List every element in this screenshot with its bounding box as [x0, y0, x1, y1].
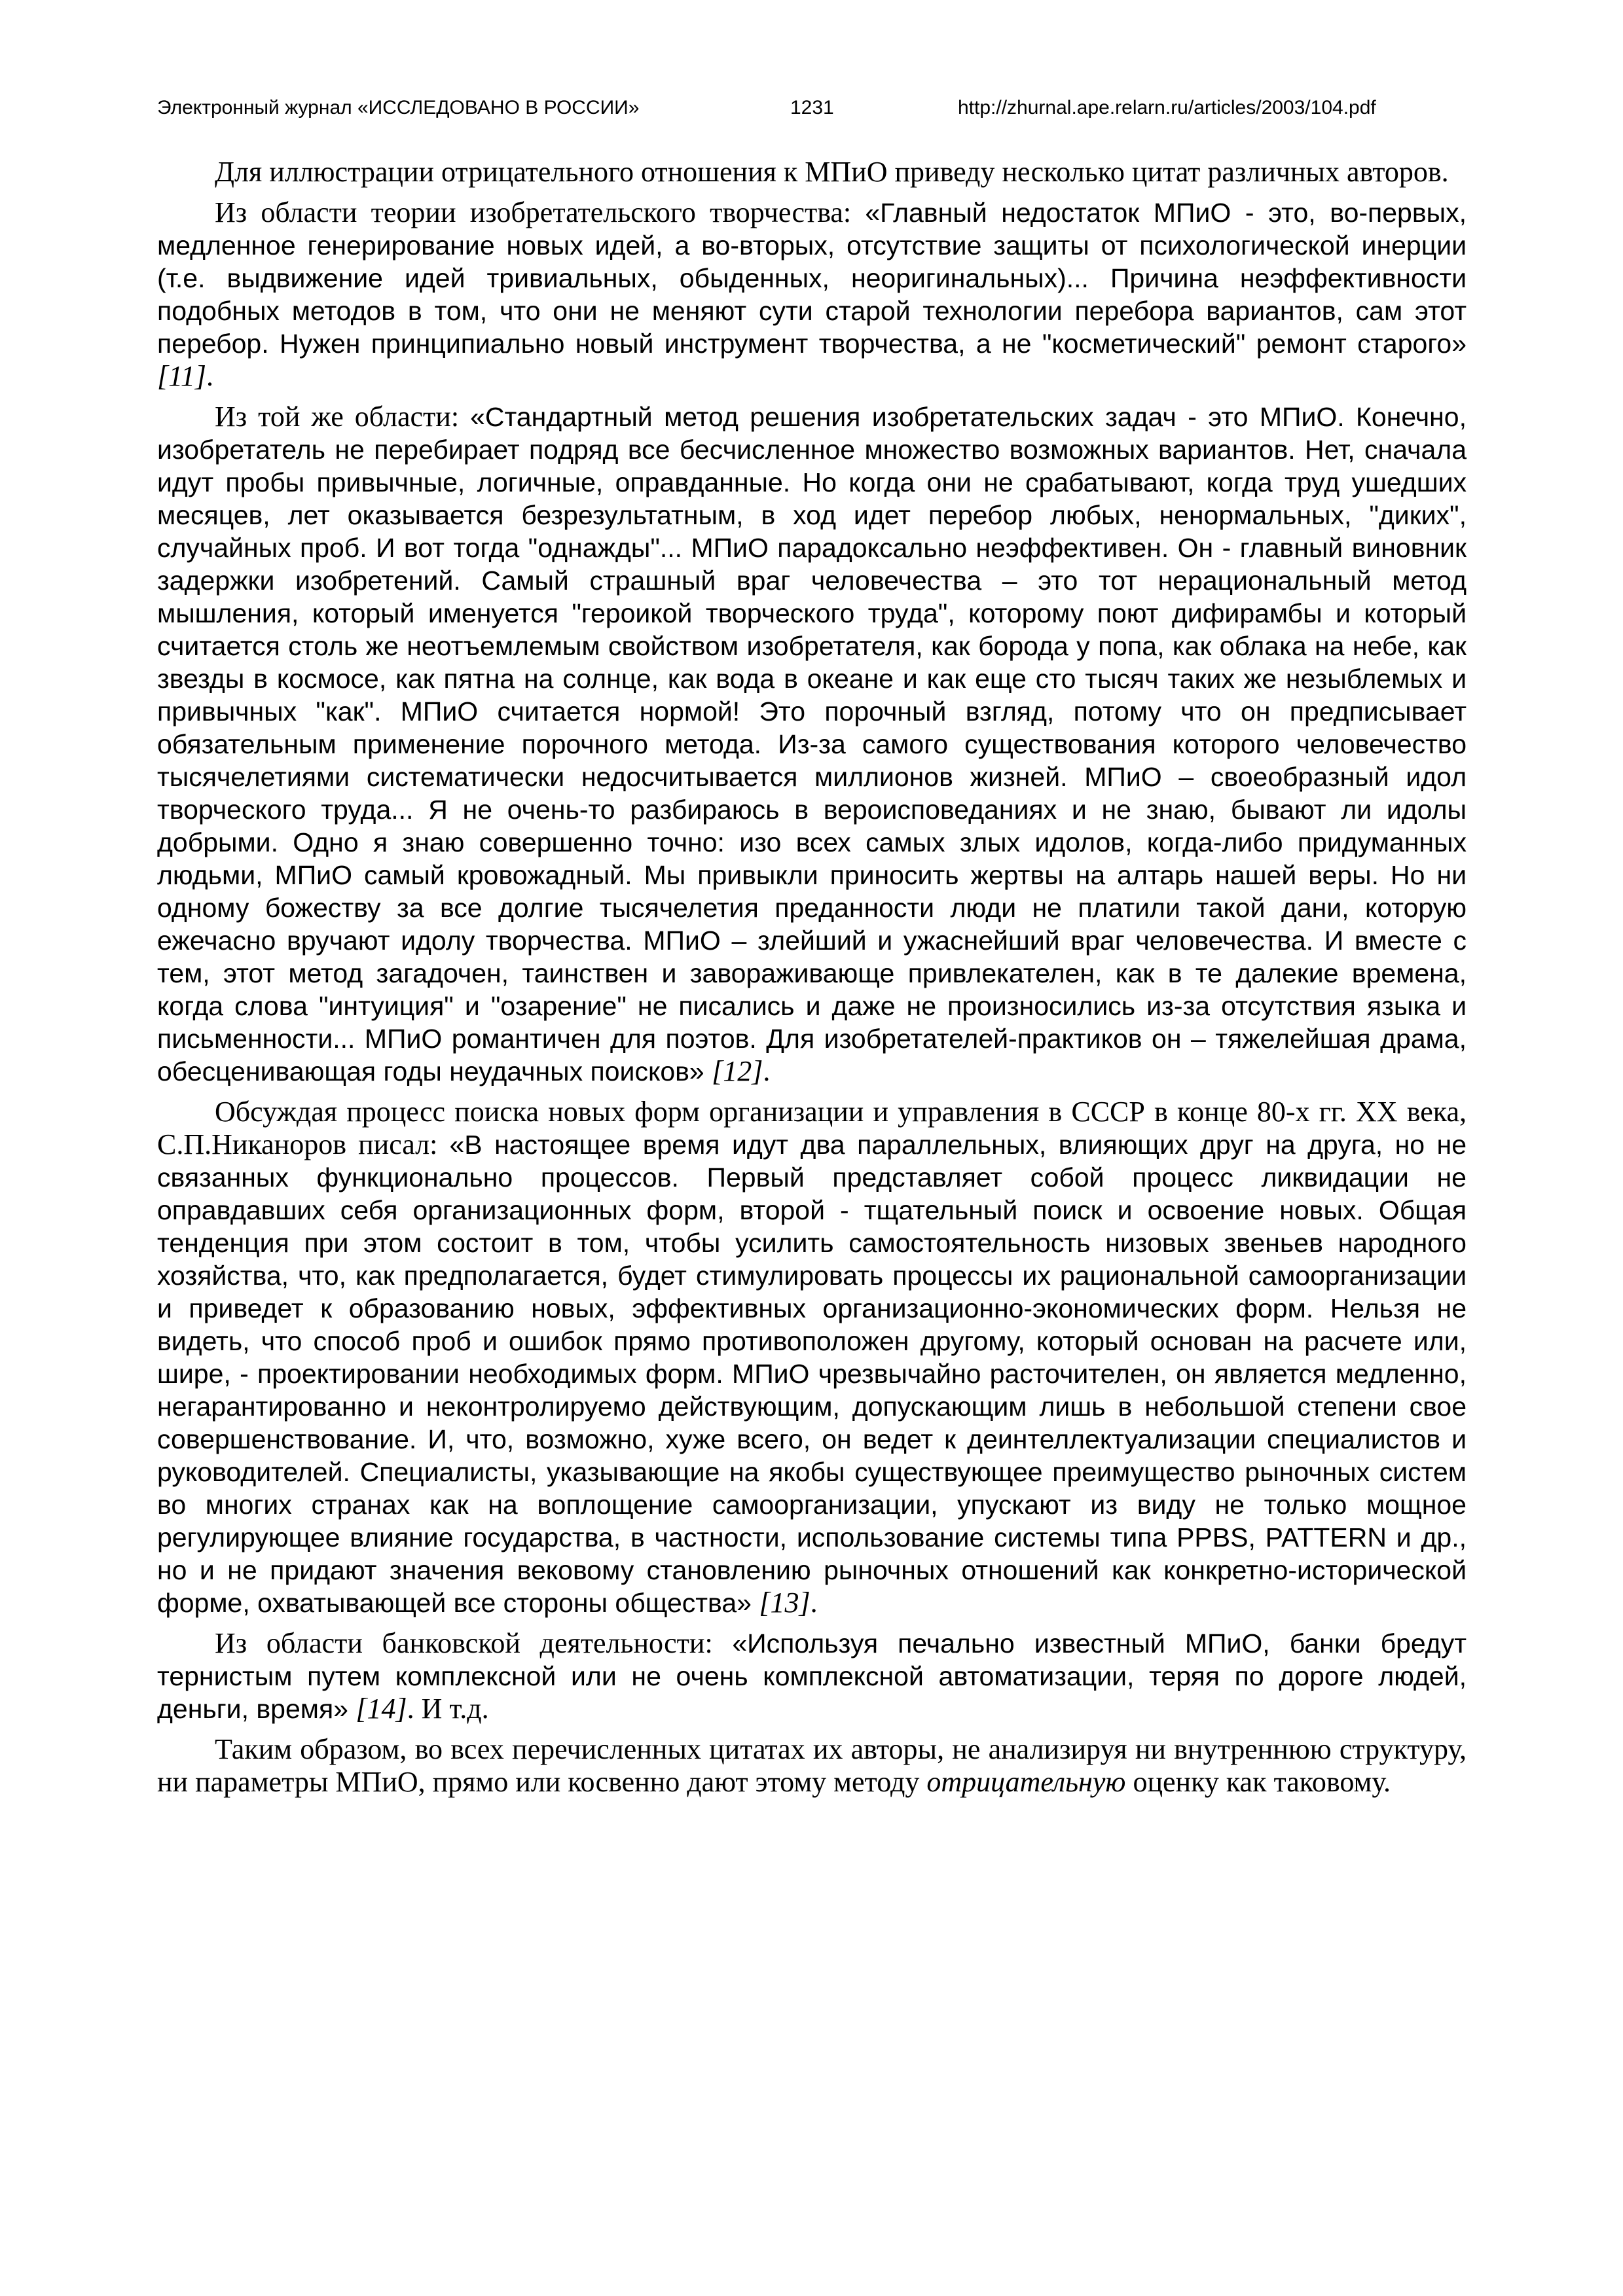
paragraph-3-end: .: [763, 1055, 771, 1087]
article-body: [157, 156, 1467, 1806]
page-number: 1231: [790, 97, 834, 118]
paragraph-4-intro: Обсуждая процесс поиска новых форм организации и управления в СССР в конце 80-х гг. XX века, С.П.Никаноров писал:: [157, 1096, 1467, 1160]
paragraph-4: [157, 1096, 1467, 1619]
paragraph-4-quote: «В настоящее время идут два параллельных, влияющих друг на друга, но не связанных функционально процессов. Первый представляет собой процесс ликвидации не оправдавших себя организационных форм, второй - тщательный поиск и освоение новых. Общая тенденция при этом состоит в том, чтобы усилить самостоятельность низовых звеньев народного хозяйства, что, как предполагается, будет стимулировать процессы их рациональной самоорганизации и приведет к образованию новых, эффективных организационно-экономических форм. Нельзя не видеть, что способ проб и ошибок прямо противоположен другому, который основан на расчете или, шире, - проектировании необходимых форм. МПиО чрезвычайно расточителен, он является медленно, негарантированно и неконтролируемо действующим, допускающим лишь в небольшой степени свое совершенствование. И, что, возможно, хуже всего, он ведет к деинтеллектуализации специалистов и руководителей. Специалисты, указывающие на якобы существующее преимущество рыночных систем во многих странах как на воплощение самоорганизации, упускают из виду не только мощное регулирующее влияние государства, в частности, использование системы типа PPBS, PATTERN и др., но и не придают значения вековому становлению рыночных отношений как конкретно-исторической форме, охватывающей все стороны общества»: [157, 1130, 1467, 1618]
paragraph-5-quote: «Используя печально известный МПиО, банки бредут тернистым путем комплексной или не очень комплексной автоматизации, теряя по дороге людей, деньги, время»: [157, 1628, 1467, 1724]
citation-ref-11: [11]: [157, 360, 206, 392]
paragraph-3-intro: Из той же области:: [215, 401, 471, 433]
paragraph-5-end: . И т.д.: [407, 1693, 489, 1725]
article-url: http://zhurnal.ape.relarn.ru/articles/2003/104.pdf: [958, 97, 1376, 118]
paragraph-5: [157, 1627, 1467, 1725]
citation-ref-12: [12]: [712, 1055, 763, 1087]
paragraph-2-end: .: [206, 360, 213, 392]
paragraph-4-end: .: [810, 1587, 818, 1619]
paragraph-6-after: оценку как таковому.: [1125, 1766, 1391, 1798]
paragraph-5-intro: Из области банковской деятельности:: [215, 1627, 733, 1659]
paragraph-6: [157, 1733, 1467, 1799]
paragraph-2-intro: Из области теории изобретательского творчества:: [215, 196, 866, 228]
paragraph-2: [157, 196, 1467, 393]
paragraph-3: [157, 401, 1467, 1088]
paragraph-1: [157, 156, 1467, 188]
paragraph-2-quote: «Главный недостаток МПиО - это, во-первых, медленное генерирование новых идей, а во-вторых, отсутствие защиты от психологической инерции (т.е. выдвижение идей тривиальных, обыденных, неоригинальных)... Причина неэффективности подобных методов в том, что они не меняют сути старой технологии перебора вариантов, сам этот перебор. Нужен принципиально новый инструмент творчества, а не "косметический" ремонт старого»: [157, 198, 1467, 359]
paragraph-1-text: Для иллюстрации отрицательного отношения к МПиО приведу несколько цитат различных авторов.: [215, 156, 1449, 188]
paragraph-3-quote: «Стандартный метод решения изобретательских задач - это МПиО. Конечно, изобретатель не перебирает подряд все бесчисленное множество возможных вариантов. Нет, сначала идут пробы привычные, логичные, оправданные. Но когда они не срабатывают, когда труд ушедших месяцев, лет оказывается безрезультатным, в ход идет перебор любых, ненормальных, "диких", случайных проб. И вот тогда "однажды"... МПиО парадоксально неэффективен. Он - главный виновник задержки изобретений. Самый страшный враг человечества – это тот нерациональный метод мышления, который именуется "героикой творческого труда", которому поют дифирамбы и который считается столь же неотъемлемым свойством изобретателя, как борода у попа, как облака на небе, как звезды в космосе, как пятна на солнце, как вода в океане и как еще сто тысяч таких же незыблемых и привычных "как". МПиО считается нормой! Это порочный взгляд, потому что он предписывает обязательным применение порочного метода. Из-за самого существования которого человечество тысячелетиями систематически недосчитывается миллионов жизней. МПиО – своеобразный идол творческого труда... Я не очень-то разбираюсь в вероисповеданиях и не знаю, бывают ли идолы добрыми. Одно я знаю совершенно точно: изо всех самых злых идолов, когда-либо придуманных людьми, МПиО самый кровожадный. Мы привыкли приносить жертвы на алтарь нашей веры. Но ни одному божеству за все долгие тысячелетия преданности люди не платили такой дани, которую ежечасно вручают идолу творчества. МПиО – злейший и ужаснейший враг человечества. И вместе с тем, этот метод загадочен, таинствен и завораживающе привлекателен, как в те далекие времена, когда слова "интуиция" и "озарение" не писались и даже не произносились из-за отсутствия языка и письменности... МПиО романтичен для поэтов. Для изобретателей-практиков он – тяжелейшая драма, обесценивающая годы неудачных поисков»: [157, 402, 1467, 1086]
paragraph-6-emphasis: отрицательную: [926, 1766, 1126, 1798]
citation-ref-14: [14]: [356, 1693, 407, 1725]
citation-ref-13: [13]: [759, 1587, 811, 1619]
page-header: [157, 97, 1467, 130]
paragraph-6-before: Таким образом, во всех перечисленных цитатах их авторы, не анализируя ни внутреннюю структуру, ни параметры МПиО, прямо или косвенно дают этому методу: [157, 1733, 1467, 1798]
journal-title: Электронный журнал «ИССЛЕДОВАНО В РОССИИ»: [157, 97, 640, 118]
